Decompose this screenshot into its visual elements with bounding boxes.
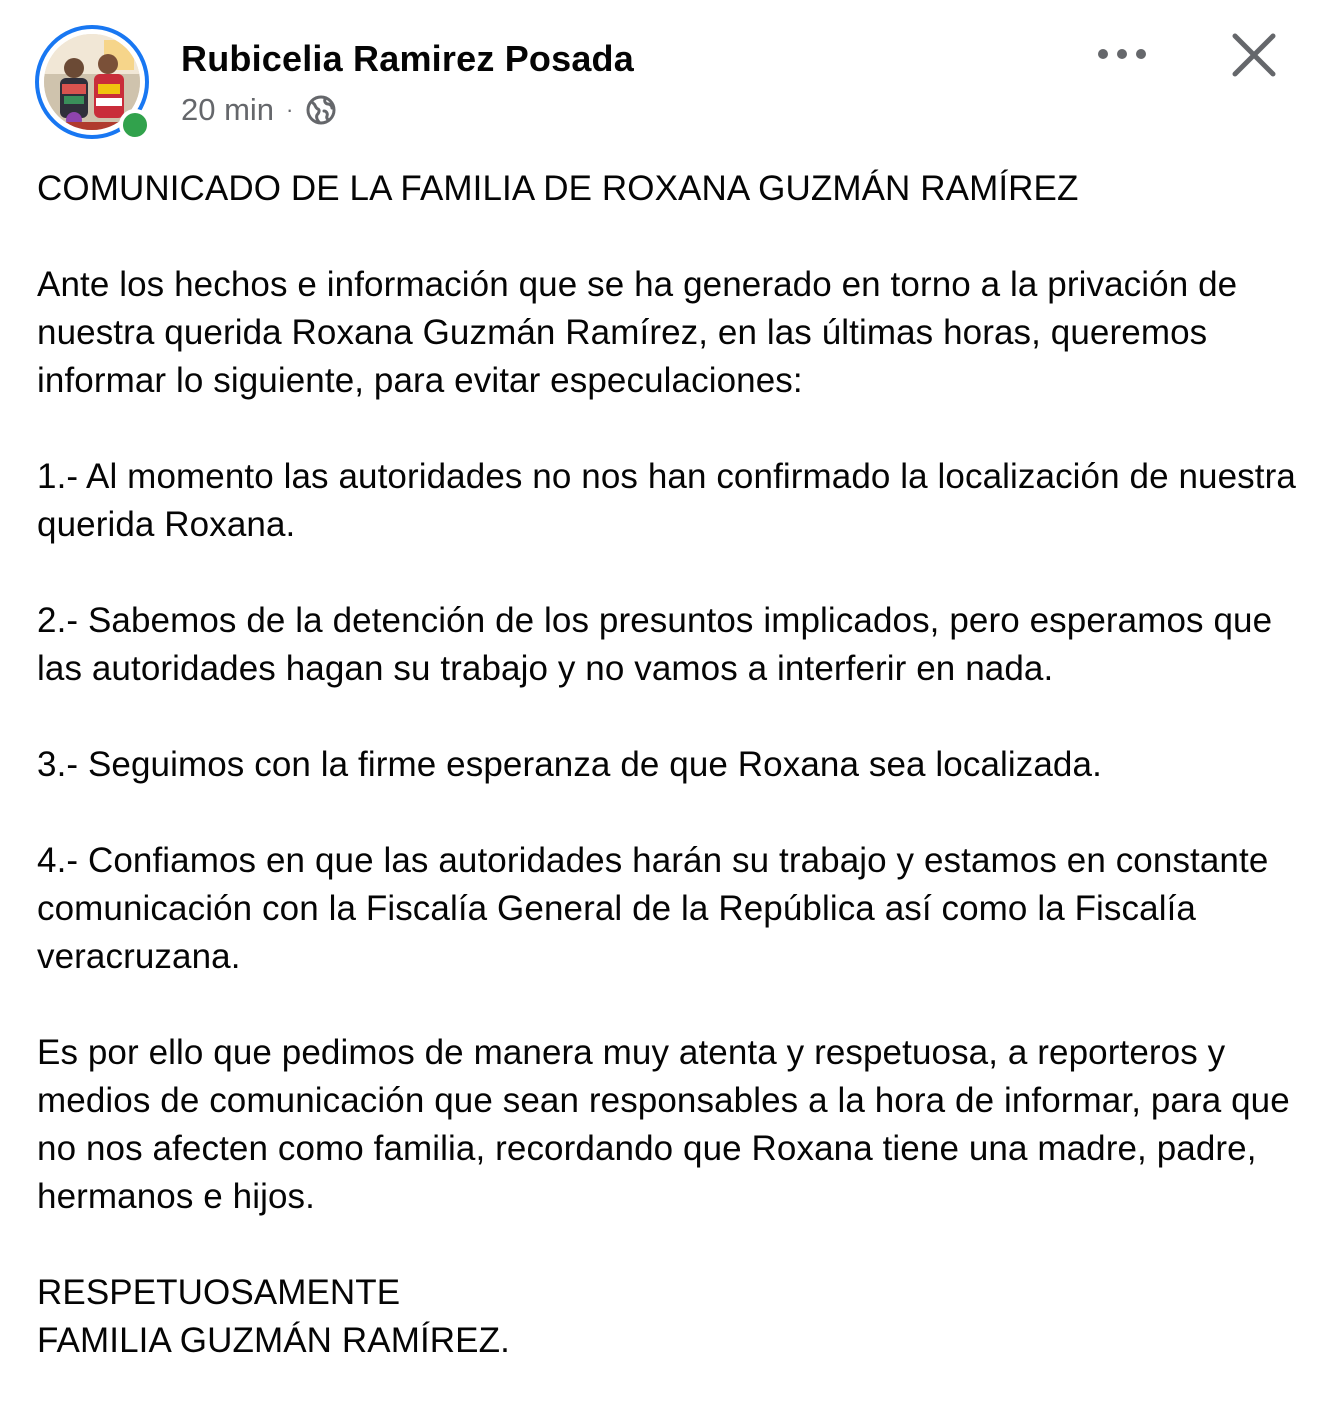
paragraph-gap bbox=[37, 213, 1307, 261]
paragraph-gap bbox=[37, 1221, 1307, 1269]
close-button[interactable] bbox=[1226, 27, 1282, 83]
post-point-4: 4.- Confiamos en que las autoridades harán su trabajo y estamos en constante comunicación con la Fiscalía General de la República así como la Fiscalía veracruzana. bbox=[37, 841, 1269, 976]
online-status-dot bbox=[119, 109, 151, 141]
globe-icon[interactable] bbox=[305, 94, 337, 126]
author-name[interactable]: Rubicelia Ramirez Posada bbox=[181, 38, 634, 79]
paragraph-gap bbox=[37, 981, 1307, 1029]
paragraph-gap bbox=[37, 549, 1307, 597]
post-body bbox=[37, 165, 1307, 1365]
meta-separator: · bbox=[286, 97, 294, 122]
post-signoff: RESPETUOSAMENTE bbox=[37, 1273, 401, 1312]
paragraph-gap bbox=[37, 405, 1307, 453]
post-meta bbox=[181, 90, 337, 130]
paragraph-gap bbox=[37, 789, 1307, 837]
post-point-3: 3.- Seguimos con la firme esperanza de que Roxana sea localizada. bbox=[37, 745, 1102, 784]
post-paragraph-closing: Es por ello que pedimos de manera muy atenta y respetuosa, a reporteros y medios de comunicación que sean responsables a la hora de informar, para que no nos afecten como familia, recordando que Roxana tiene una madre, padre, hermanos e hijos. bbox=[37, 1033, 1290, 1216]
post-signature: FAMILIA GUZMÁN RAMÍREZ. bbox=[37, 1321, 510, 1360]
more-horizontal-icon bbox=[1097, 48, 1147, 60]
more-options-button[interactable] bbox=[1092, 34, 1152, 74]
post-timestamp[interactable]: 20 min bbox=[181, 92, 275, 127]
close-icon bbox=[1230, 31, 1278, 79]
post-point-2: 2.- Sabemos de la detención de los presuntos implicados, pero esperamos que las autoridades hagan su trabajo y no vamos a interferir en nada. bbox=[37, 601, 1273, 688]
post-paragraph-intro: Ante los hechos e información que se ha generado en torno a la privación de nuestra querida Roxana Guzmán Ramírez, en las últimas horas, queremos informar lo siguiente, para evitar especulaciones: bbox=[37, 265, 1238, 400]
author-avatar[interactable] bbox=[35, 25, 157, 147]
paragraph-gap bbox=[37, 693, 1307, 741]
post-point-1: 1.- Al momento las autoridades no nos han confirmado la localización de nuestra querida Roxana. bbox=[37, 457, 1296, 544]
post-title: COMUNICADO DE LA FAMILIA DE ROXANA GUZMÁN RAMÍREZ bbox=[37, 169, 1079, 208]
post-header bbox=[0, 0, 1320, 150]
